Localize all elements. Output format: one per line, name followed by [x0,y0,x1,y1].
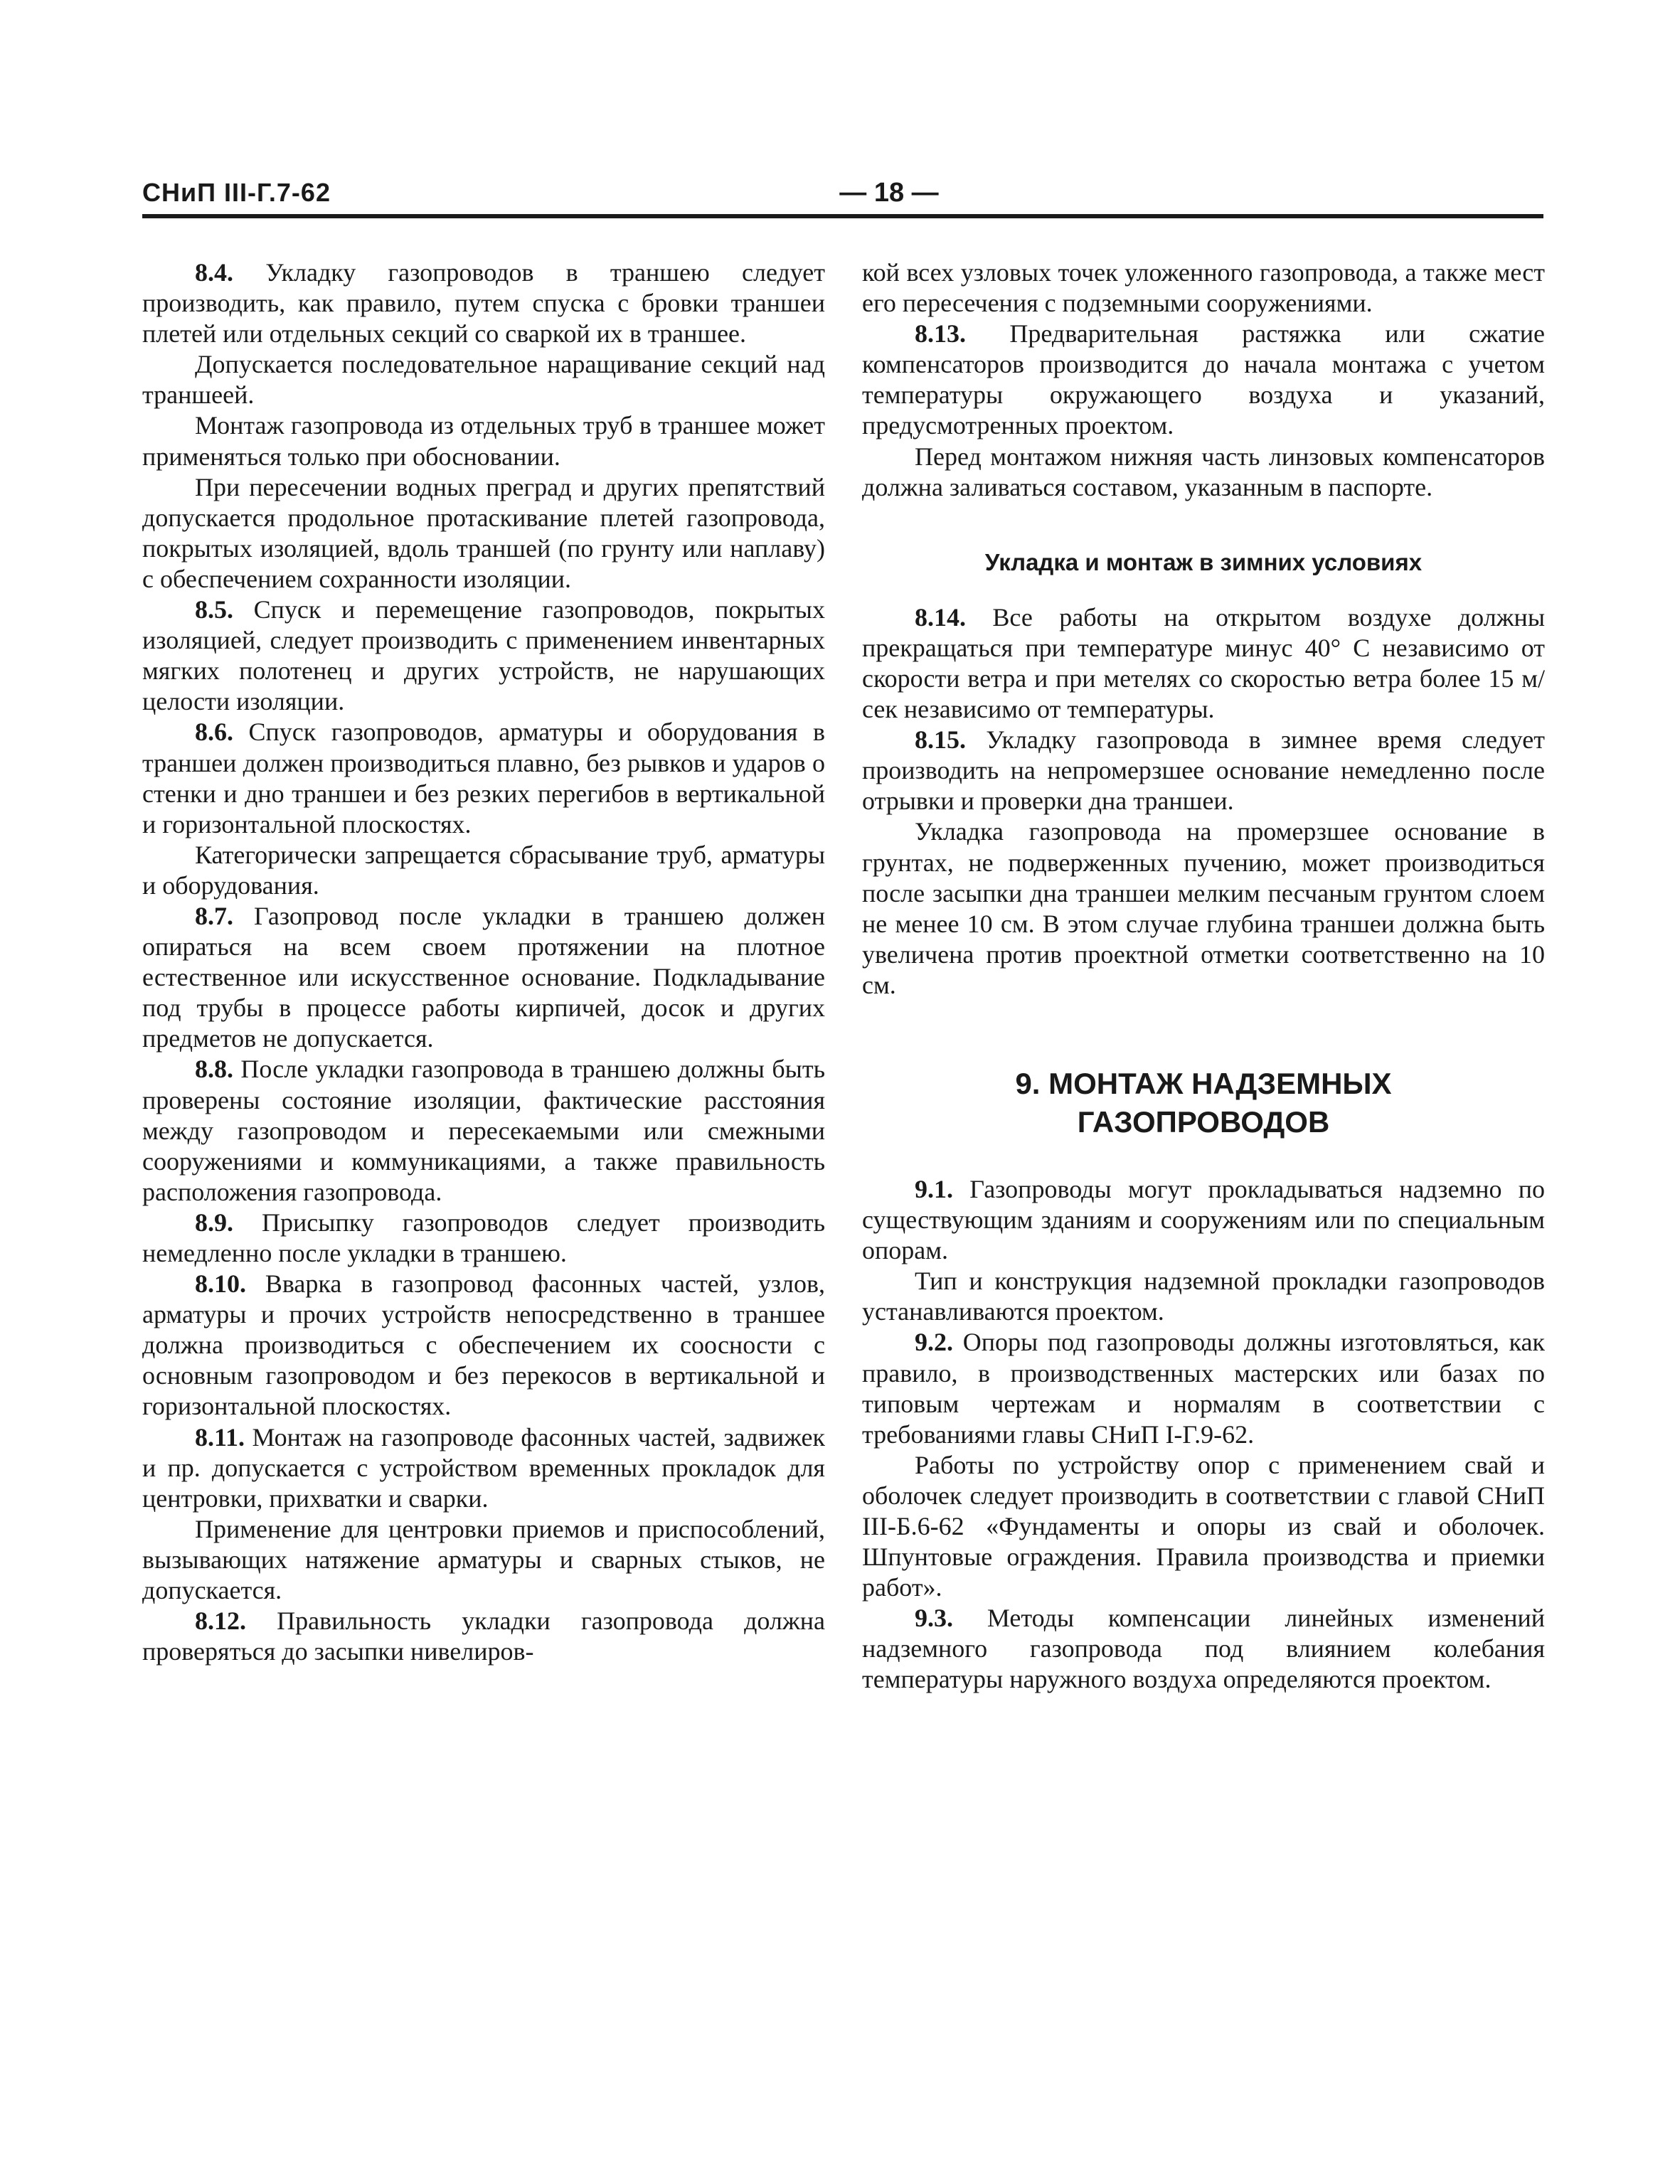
paragraph-8-5 [142,595,825,717]
paragraph-9-2 [862,1327,1545,1449]
header-rule [142,214,1543,218]
paragraph-8-4 [142,257,825,349]
clause-text: После укладки газопровода в траншею должны быть проверены состояние изоляции, фактические расстояния между газопроводом и пересекаемыми или смежными сооружениями и коммуникациями, а также правильность расположения газопровода. [142,1055,825,1206]
clause-text: Газопровод после укладки в траншею должен опираться на всем своем протяжении на плотное естественное или искусственное основание. Подкладывание под трубы в процессе работы кирпичей, досок и других предметов не допускается. [142,901,826,1053]
clause-number: 8.11. [195,1422,245,1451]
clause-number: 8.10. [195,1269,246,1299]
clause-number: 8.13. [915,319,966,348]
clause-text: Газопроводы могут прокладываться надземно по существующим зданиям и сооружениям или по специальным опорам. [862,1174,1546,1265]
clause-number: 8.15. [915,725,966,755]
paragraph: Укладка газопровода на промерзшее основание в грунтах, не подверженных пучению, может производиться после засыпки дна траншеи мелким песчаным грунтом слоем не менее 10 см. В этом случае глубина траншеи должна быть увеличена против проектной отметки соответственно на 10 см. [862,817,1545,999]
clause-text: Укладку газопроводов в траншею следует производить, как правило, путем спуска с бровки траншеи плетей или отдельных секций со сваркой их в траншее. [142,258,825,348]
clause-text: Присыпку газопроводов следует производить немедленно после укладки в траншею. [142,1208,825,1267]
paragraph: Перед монтажом нижняя часть линзовых компенсаторов должна заливаться составом, указанным в паспорте. [862,442,1545,501]
clause-number: 9.3. [915,1604,953,1633]
clause-number: 9.1. [915,1174,953,1203]
clause-text: Вварка в газопровод фасонных частей, узлов, арматуры и прочих устройств непосредственно в траншее должна производиться с обеспечением их соосности с основным газопроводом и без перекосов в вертикальной и горизонтальной плоскостях. [142,1269,826,1421]
paragraph-8-14 [862,602,1545,725]
clause-text: Правильность укладки газопровода должна проверяться до засыпки нивелиров- [142,1607,825,1666]
paragraph-8-15 [862,725,1545,816]
paragraph: Тип и конструкция надземной прокладки газопроводов устанавливаются проектом. [862,1267,1545,1326]
paragraph-continued: кой всех узловых точек уложенного газопровода, а также мест его пересечения с подземными сооружениями. [862,258,1545,318]
paragraph-8-10 [142,1269,825,1422]
clause-number: 8.5. [195,595,233,624]
page-number: — 18 — [839,178,939,208]
clause-text: Укладку газопровода в зимнее время следует производить на непромерзшее основание немедленно после отрывки и проверки дна траншеи. [862,725,1546,816]
paragraph-8-7 [142,901,825,1054]
paragraph: Работы по устройству опор с применением свай и оболочек следует производить в соответствии с главой СНиП III-Б.6-62 «Фундаменты и опоры из свай и оболочек. Шпунтовые ограждения. Правила производства и приемки работ». [862,1450,1545,1602]
clause-text: Все работы на открытом воздухе должны прекращаться при температуре минус 40° С независимо от скорости ветра и при метелях со скоростью ветра более 15 м/сек независимо от температуры. [862,602,1546,724]
paragraph-9-1 [862,1174,1545,1266]
section-title-line-2: ГАЗОПРОВОДОВ [1077,1104,1330,1139]
section-title-line-1: 9. МОНТАЖ НАДЗЕМНЫХ [1015,1066,1392,1100]
subsection-heading: Укладка и монтаж в зимних условиях [984,548,1423,575]
clause-text: Спуск и перемещение газопроводов, покрытых изоляцией, следует производить с применением инвентарных мягких полотенец и других устройств, не нарушающих целости изоляции. [142,595,825,716]
clause-number: 9.2. [915,1328,953,1357]
paragraph-8-12 [142,1606,825,1667]
left-column [142,257,825,1667]
paragraph-8-13 [862,319,1545,441]
clause-number: 8.8. [195,1055,233,1084]
paragraph: Применение для центровки приемов и приспособлений, вызывающих натяжение арматуры и сварных стыков, не допускается. [142,1514,825,1605]
clause-number: 8.7. [195,901,233,930]
paragraph: При пересечении водных преград и других препятствий допускается продольное протаскивание плетей газопровода, покрытых изоляцией, вдоль траншей (по грунту или наплаву) с обеспечением сохранности изоляции. [142,472,825,593]
clause-number: 8.9. [195,1208,233,1237]
paragraph-8-11 [142,1422,825,1514]
clause-text: Опоры под газопроводы должны изготовляться, как правило, в производственных мастерских или базах по типовым чертежам и нормалям в соответствии с требованиями главы СНиП I-Г.9-62. [862,1328,1546,1449]
clause-number: 8.14. [915,602,966,632]
paragraph-9-3 [862,1603,1545,1695]
paragraph-8-6 [142,717,825,839]
clause-number: 8.4. [195,258,233,287]
clause-number: 8.6. [195,718,233,747]
paragraph-8-8 [142,1054,825,1207]
paragraph-8-9 [142,1208,825,1269]
paragraph: Категорически запрещается сбрасывание труб, арматуры и оборудования. [142,840,825,900]
paragraph: Допускается последовательное наращивание секций над траншеей. [142,350,825,410]
clause-number: 8.12. [195,1607,246,1636]
clause-text: Предварительная растяжка или сжатие компенсаторов производится до начала монтажа с учетом температуры окружающего воздуха и указаний, предусмотренных проектом. [862,319,1545,440]
paragraph: Монтаж газопровода из отдельных труб в траншее может применяться только при обосновании. [142,411,825,471]
section-heading [862,1065,1545,1141]
clause-text: Методы компенсации линейных изменений надземного газопровода под влиянием колебания температуры наружного воздуха определяются проектом. [862,1604,1546,1694]
clause-text: Монтаж на газопроводе фасонных частей, задвижек и пр. допускается с устройством временных прокладок для центровки, прихватки и сварки. [142,1422,825,1513]
right-column [862,257,1545,1695]
document-code: СНиП III-Г.7-62 [142,178,331,207]
clause-text: Спуск газопроводов, арматуры и оборудования в траншеи должен производиться плавно, без рывков и ударов о стенки и дно траншеи и без резких перегибов в вертикальной и горизонтальной плоскостях. [142,718,825,838]
